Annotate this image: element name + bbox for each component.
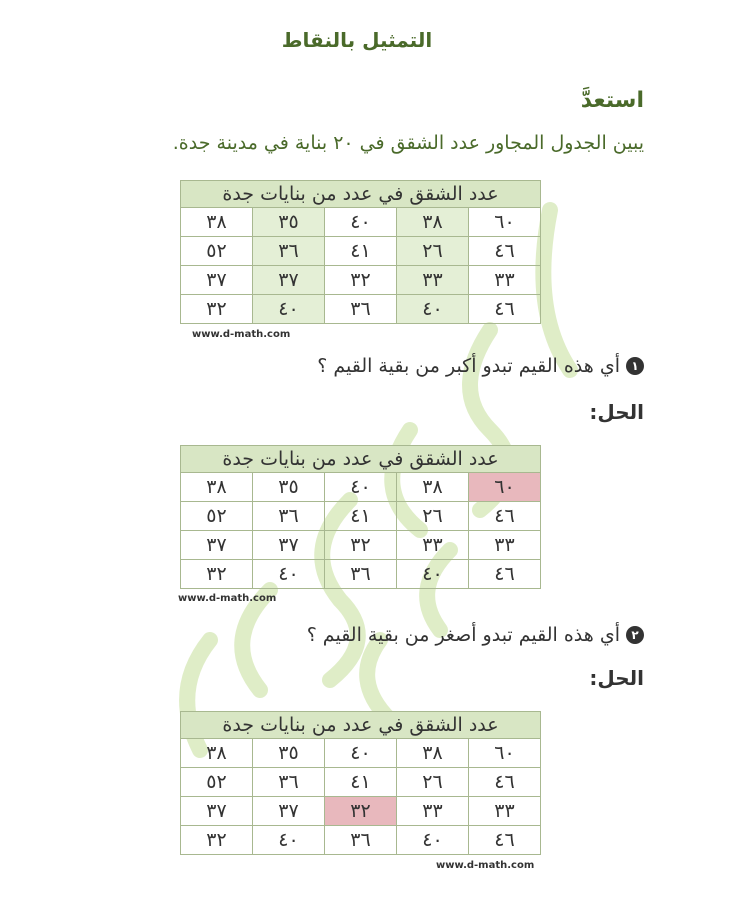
table-cell: ٤٦ [469, 768, 541, 797]
table-cell: ٣٥ [253, 739, 325, 768]
table-cell: ٣٦ [253, 237, 325, 266]
table-cell: ٣٣ [469, 266, 541, 295]
table-cell: ٣٣ [397, 797, 469, 826]
table-cell: ٣٦ [325, 826, 397, 855]
table-cell: ٦٠ [469, 208, 541, 237]
table-cell: ٥٢ [181, 237, 253, 266]
table-cell: ٢٦ [397, 237, 469, 266]
table-row [181, 295, 541, 324]
page-title: التمثيل بالنقاط [281, 28, 433, 52]
table-cell: ٣٧ [253, 266, 325, 295]
table-cell: ٣٨ [181, 739, 253, 768]
table-cell: ٤٦ [469, 295, 541, 324]
table-cell: ٤٠ [253, 295, 325, 324]
table-cell: ٤٠ [325, 739, 397, 768]
table-cell: ٥٢ [181, 502, 253, 531]
table-cell: ٣٧ [181, 266, 253, 295]
table-header: عدد الشقق في عدد من بنايات جدة [181, 712, 541, 739]
table-cell: ٣٣ [397, 531, 469, 560]
table-row [181, 237, 541, 266]
table-cell: ٣٢ [181, 295, 253, 324]
table-cell: ٤٦ [469, 826, 541, 855]
table-cell: ٣٣ [469, 531, 541, 560]
question-number-badge: ٢ [626, 626, 644, 644]
question-text: أي هذه القيم تبدو أكبر من بقية القيم ؟ [317, 355, 620, 377]
apartments-table-2 [180, 445, 541, 589]
apartments-table-3 [180, 711, 541, 855]
question-1 [317, 355, 644, 377]
table-cell: ٣٣ [397, 266, 469, 295]
table-row [181, 739, 541, 768]
table-cell: ٣٨ [397, 208, 469, 237]
table-cell: ٤٦ [469, 502, 541, 531]
table-row [181, 473, 541, 502]
table-cell: ٣٧ [181, 531, 253, 560]
solution-label: الحل: [589, 666, 644, 690]
table-row [181, 531, 541, 560]
table-cell: ٣٦ [325, 295, 397, 324]
table-cell: ٣٢ [181, 826, 253, 855]
table-cell: ٣٦ [253, 502, 325, 531]
table-cell: ٥٢ [181, 768, 253, 797]
table-cell: ٤٠ [253, 560, 325, 589]
table-row [181, 826, 541, 855]
table-row [181, 560, 541, 589]
table-cell: ٣٣ [469, 797, 541, 826]
table-row [181, 266, 541, 295]
question-text: أي هذه القيم تبدو أصغر من بقية القيم ؟ [306, 624, 620, 646]
table-cell: ٣٧ [253, 797, 325, 826]
table-cell: ٤٠ [397, 560, 469, 589]
table-cell: ٣٧ [181, 797, 253, 826]
table-cell: ٣٥ [253, 473, 325, 502]
question-number-badge: ١ [626, 357, 644, 375]
table-cell: ٣٨ [181, 208, 253, 237]
table-cell: ٤٠ [253, 826, 325, 855]
table-cell: ٦٠ [469, 739, 541, 768]
table-cell: ٢٦ [397, 768, 469, 797]
highlighted-max-cell: ٦٠ [469, 473, 541, 502]
table-row [181, 208, 541, 237]
table-cell: ٤٦ [469, 560, 541, 589]
table-cell: ٤١ [325, 237, 397, 266]
highlighted-min-cell: ٣٢ [325, 797, 397, 826]
table-cell: ٣٥ [253, 208, 325, 237]
table-row [181, 768, 541, 797]
table-cell: ٣٦ [325, 560, 397, 589]
table-cell: ٤٦ [469, 237, 541, 266]
table-header: عدد الشقق في عدد من بنايات جدة [181, 181, 541, 208]
table-cell: ٤٠ [325, 208, 397, 237]
table-row [181, 797, 541, 826]
table-cell: ٤٠ [397, 295, 469, 324]
table-cell: ٣٧ [253, 531, 325, 560]
table-cell: ٣٢ [325, 531, 397, 560]
table-header: عدد الشقق في عدد من بنايات جدة [181, 446, 541, 473]
table-cell: ٣٦ [253, 768, 325, 797]
table-cell: ٣٨ [181, 473, 253, 502]
website-label: www.d-math.com [178, 593, 277, 604]
question-2 [307, 624, 644, 646]
table-row [181, 502, 541, 531]
prepare-heading: استعدَّ [580, 88, 644, 113]
table-cell: ٤٠ [325, 473, 397, 502]
solution-label: الحل: [589, 400, 644, 424]
table-cell: ٣٨ [397, 473, 469, 502]
website-label: www.d-math.com [436, 860, 535, 871]
table-cell: ٣٢ [325, 266, 397, 295]
intro-text: يبين الجدول المجاور عدد الشقق في ٢٠ بناية في مدينة جدة. [172, 132, 644, 154]
website-label: www.d-math.com [192, 329, 291, 340]
table-cell: ٢٦ [397, 502, 469, 531]
table-cell: ٤٠ [397, 826, 469, 855]
table-cell: ٣٨ [397, 739, 469, 768]
table-cell: ٤١ [325, 768, 397, 797]
table-cell: ٤١ [325, 502, 397, 531]
table-cell: ٣٢ [181, 560, 253, 589]
apartments-table-1 [180, 180, 541, 324]
